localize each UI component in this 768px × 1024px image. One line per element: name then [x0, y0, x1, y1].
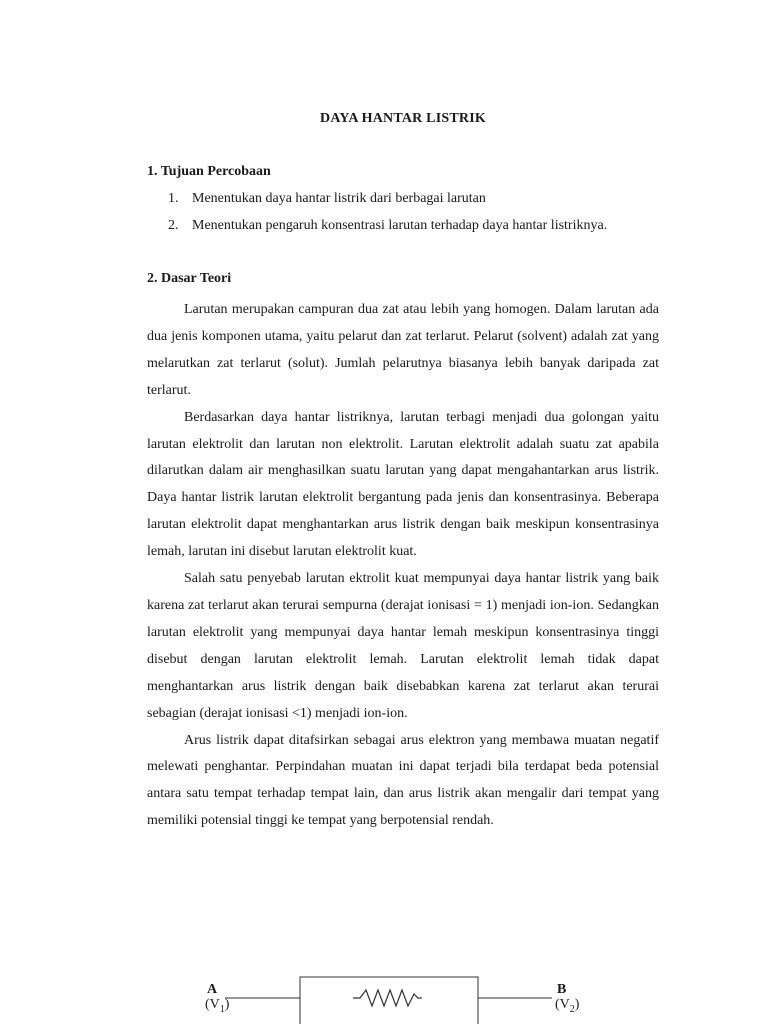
node-b-label: B [557, 982, 567, 997]
node-a-voltage: $(V_1)$ [205, 997, 230, 1015]
paragraph: Berdasarkan daya hantar listriknya, larutan terbagi menjadi dua golongan yaitu larutan elektrolit dan larutan non elektrolit. Larutan elektrolit adalah suatu zat apabila dilarutkan dalam air menghasilkan suatu larutan yang dapat mengahantarkan arus listrik. Daya hantar listrik larutan elektrolit bergantung pada jenis dan konsentrasinya. Beberapa larutan elektrolit dapat menghantarkan arus listrik dengan baik meskipun konsentrasinya lemah, larutan ini disebut larutan elektrolit kuat. [147, 409, 659, 560]
page-title: DAYA HANTAR LISTRIK [320, 111, 486, 126]
list-item-text: Menentukan pengaruh konsentrasi larutan terhadap daya hantar listriknya. [192, 218, 608, 233]
body-text [147, 297, 659, 835]
resistor-coil [353, 990, 422, 1006]
node-b-voltage: $(V_2)$ [555, 997, 580, 1015]
paragraph: Salah satu penyebab larutan ektrolit kuat mempunyai daya hantar listrik yang baik karena zat terlarut akan terurai sempurna (derajat ionisasi = 1) menjadi ion-ion. Sedangkan larutan elektrolit yang mempunyai daya hantar lemah meskipun konsentrasinya tinggi disebut dengan larutan elektrolit lemah. Larutan elektrolit lemah tidak dapat menghantarkan arus listrik dengan baik disebabkan karena zat terlarut akan terurai sebagian (derajat ionisasi <1) menjadi ion-ion. [147, 571, 659, 721]
resistor-diagram-svg [0, 966, 768, 1024]
list-item-text: Menentukan daya hantar listrik dari berbagai larutan [192, 191, 486, 206]
resistor-box [300, 977, 478, 1024]
list-item [168, 218, 607, 234]
list-item [168, 191, 486, 207]
list-item-number: 2. [168, 218, 179, 233]
list-item-number: 1. [168, 191, 179, 206]
node-a-label: A [207, 982, 218, 997]
paragraph: Arus listrik dapat ditafsirkan sebagai arus elektron yang membawa muatan negatif melewati penghantar. Perpindahan muatan ini dapat terjadi bila terdapat beda potensial antara satu tempat terhadap tempat lain, dan arus listrik akan mengalir dari tempat yang memiliki potensial tinggi ke tempat yang berpotensial rendah. [147, 732, 659, 829]
section-heading-dasar-teori: 2. Dasar Teori [147, 271, 232, 286]
section-heading-tujuan: 1. Tujuan Percobaan [147, 164, 271, 179]
paragraph: Larutan merupakan campuran dua zat atau lebih yang homogen. Dalam larutan ada dua jenis komponen utama, yaitu pelarut dan zat terlarut. Pelarut (solvent) adalah zat yang melarutkan zat terlarut (solut). Jumlah pelarutnya biasanya lebih banyak daripada zat terlarut. [147, 302, 659, 398]
circuit-diagram [0, 966, 768, 1024]
